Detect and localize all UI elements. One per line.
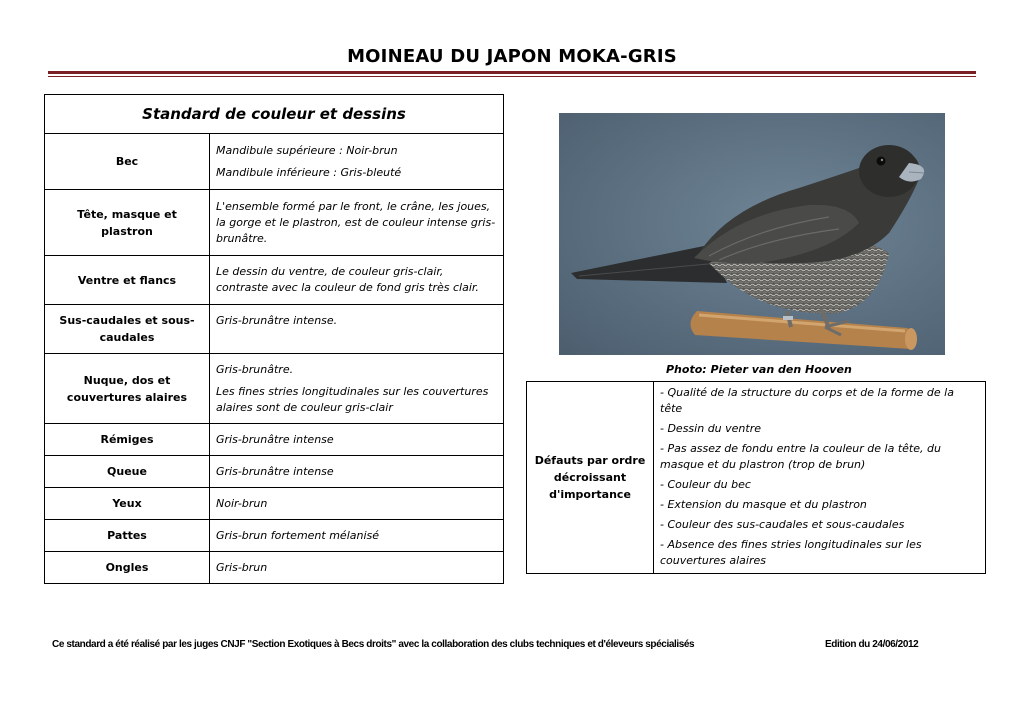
- defect-item: - Couleur des sus-caudales et sous-caudales: [660, 518, 905, 531]
- color-standard-table: [44, 94, 504, 584]
- row-label-ventre: Ventre et flancs: [45, 256, 210, 305]
- defect-item: - Extension du masque et du plastron: [660, 498, 867, 511]
- table-row: [45, 456, 504, 488]
- footer-edition: Edition du 24/06/2012: [825, 639, 919, 650]
- row-value: Noir-brun: [210, 488, 504, 520]
- bird-photo: [559, 113, 945, 355]
- defects-list: [654, 382, 986, 574]
- defect-item: - Couleur du bec: [660, 478, 751, 491]
- row-label-yeux: Yeux: [45, 488, 210, 520]
- table-row: [45, 552, 504, 584]
- standard-heading: Standard de couleur et dessins: [45, 95, 504, 134]
- row-label-sus-caudales: Sus-caudales et sous-caudales: [45, 305, 210, 354]
- row-value: Gris-brunâtre intense: [210, 424, 504, 456]
- perch: [690, 311, 917, 350]
- row-value: Les fines stries longitudinales sur les couvertures alaires sont de couleur gris-clair: [216, 384, 489, 414]
- row-label-remiges: Rémiges: [45, 424, 210, 456]
- row-value: Gris-brun fortement mélanisé: [210, 520, 504, 552]
- page-title: MOINEAU DU JAPON MOKA-GRIS: [347, 46, 677, 67]
- title-rule-thin: [48, 76, 976, 77]
- defects-label: Défauts par ordre décroissant d'importance: [527, 382, 654, 574]
- row-label-queue: Queue: [45, 456, 210, 488]
- row-label-nuque: Nuque, dos et couvertures alaires: [45, 354, 210, 424]
- table-row: [45, 134, 504, 190]
- defects-table: [526, 381, 986, 574]
- table-row: [45, 305, 504, 354]
- row-value: Gris-brunâtre intense: [210, 456, 504, 488]
- defect-item: - Dessin du ventre: [660, 422, 761, 435]
- row-label-tete: Tête, masque et plastron: [45, 190, 210, 256]
- row-value: Gris-brun: [210, 552, 504, 584]
- defect-item: - Qualité de la structure du corps et de la forme de la tête: [660, 386, 954, 415]
- table-row: [45, 424, 504, 456]
- row-value: Mandibule supérieure : Noir-brun: [216, 143, 398, 157]
- footer-credit: Ce standard a été réalisé par les juges CNJF "Section Exotiques à Becs droits" avec la collaboration des clubs techniques et d'éleveurs spécialisés: [52, 639, 695, 650]
- table-row: [45, 488, 504, 520]
- table-row: [45, 354, 504, 424]
- table-row: [45, 190, 504, 256]
- row-label-bec: Bec: [45, 134, 210, 190]
- row-value: Mandibule inférieure : Gris-bleuté: [216, 165, 402, 179]
- photo-caption: Photo: Pieter van den Hooven: [666, 363, 852, 376]
- table-row: [45, 256, 504, 305]
- row-label-ongles: Ongles: [45, 552, 210, 584]
- row-value: Gris-brunâtre intense.: [216, 314, 338, 327]
- row-label-pattes: Pattes: [45, 520, 210, 552]
- defect-item: - Pas assez de fondu entre la couleur de la tête, du masque et du plastron (trop de brun): [660, 442, 941, 471]
- defect-item: - Absence des fines stries longitudinales sur les couvertures alaires: [660, 538, 922, 567]
- table-row: [45, 520, 504, 552]
- title-rule: [48, 71, 976, 74]
- row-value: Le dessin du ventre, de couleur gris-clair, contraste avec la couleur de fond gris très clair.: [216, 265, 479, 294]
- bird-illustration: [559, 113, 945, 355]
- row-value: Gris-brunâtre.: [216, 362, 294, 376]
- row-value: L'ensemble formé par le front, le crâne, les joues, la gorge et le plastron, est de couleur intense gris-brunâtre.: [216, 199, 496, 245]
